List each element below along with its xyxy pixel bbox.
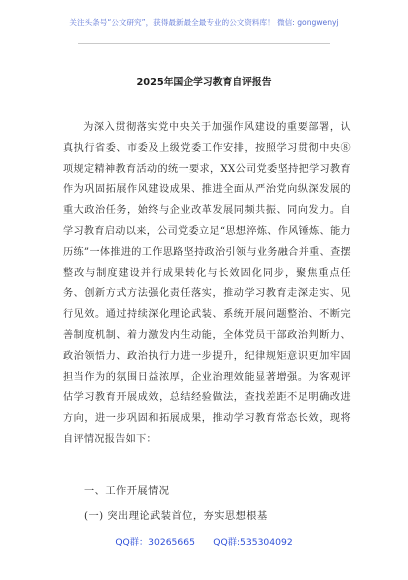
section-heading: 一、工作开展情况 xyxy=(84,486,170,497)
subsection-heading: (一) 突出理论武装首位，夯实思想根基 xyxy=(84,511,268,522)
intro-paragraph: 为深入贯彻落实党中央关于加强作风建设的重要部署，认真执行省委、市委及上级党委工作安排，按照学习贯彻中央⑧项规定精神教育活动的统一要求，XX公司党委坚持把学习教育作为巩固拓展作风建设成果、推进全面从严治党向纵深发展的重大政治任务，始终与企业改革发展同频共振、同向发力。自学习教育启动以来，公司党委立足“思想淬炼、作风锤炼、能力历练”一体推进的工作思路坚持政治引领与业务融合并重、查摆整改与制度建设并行成果转化与长效固化同步，聚焦重点任务、创新方式方法强化责任落实，推动学习教育走深走实、见行见效。通过持续深化理论武装、系统开展问题整治、不断完善制度机制、着力激发内生动能，全体党员干部政治判断力、政治领悟力、政治执行力进一步提升，纪律规矩意识更加牢固担当作为的氛围日益浓厚，企业治理效能显著增强。为客观评估学习教育开展成效，总结经验做法，查找差距不足明确改进方向，进一步巩固和拓展成果，推动学习教育常态长效，现将自评情况报告如下： xyxy=(63,122,351,445)
document-title: 2025年国企学习教育自评报告 xyxy=(136,77,272,88)
footer-qq-groups: QQ群：30265665 QQ群:535304092 xyxy=(115,537,293,548)
header-divider xyxy=(78,43,330,44)
header-promo-note: 关注头条号“公文研究”，获得最新最全最专业的公文资料库！ 微信: gongwenyj xyxy=(69,18,339,27)
